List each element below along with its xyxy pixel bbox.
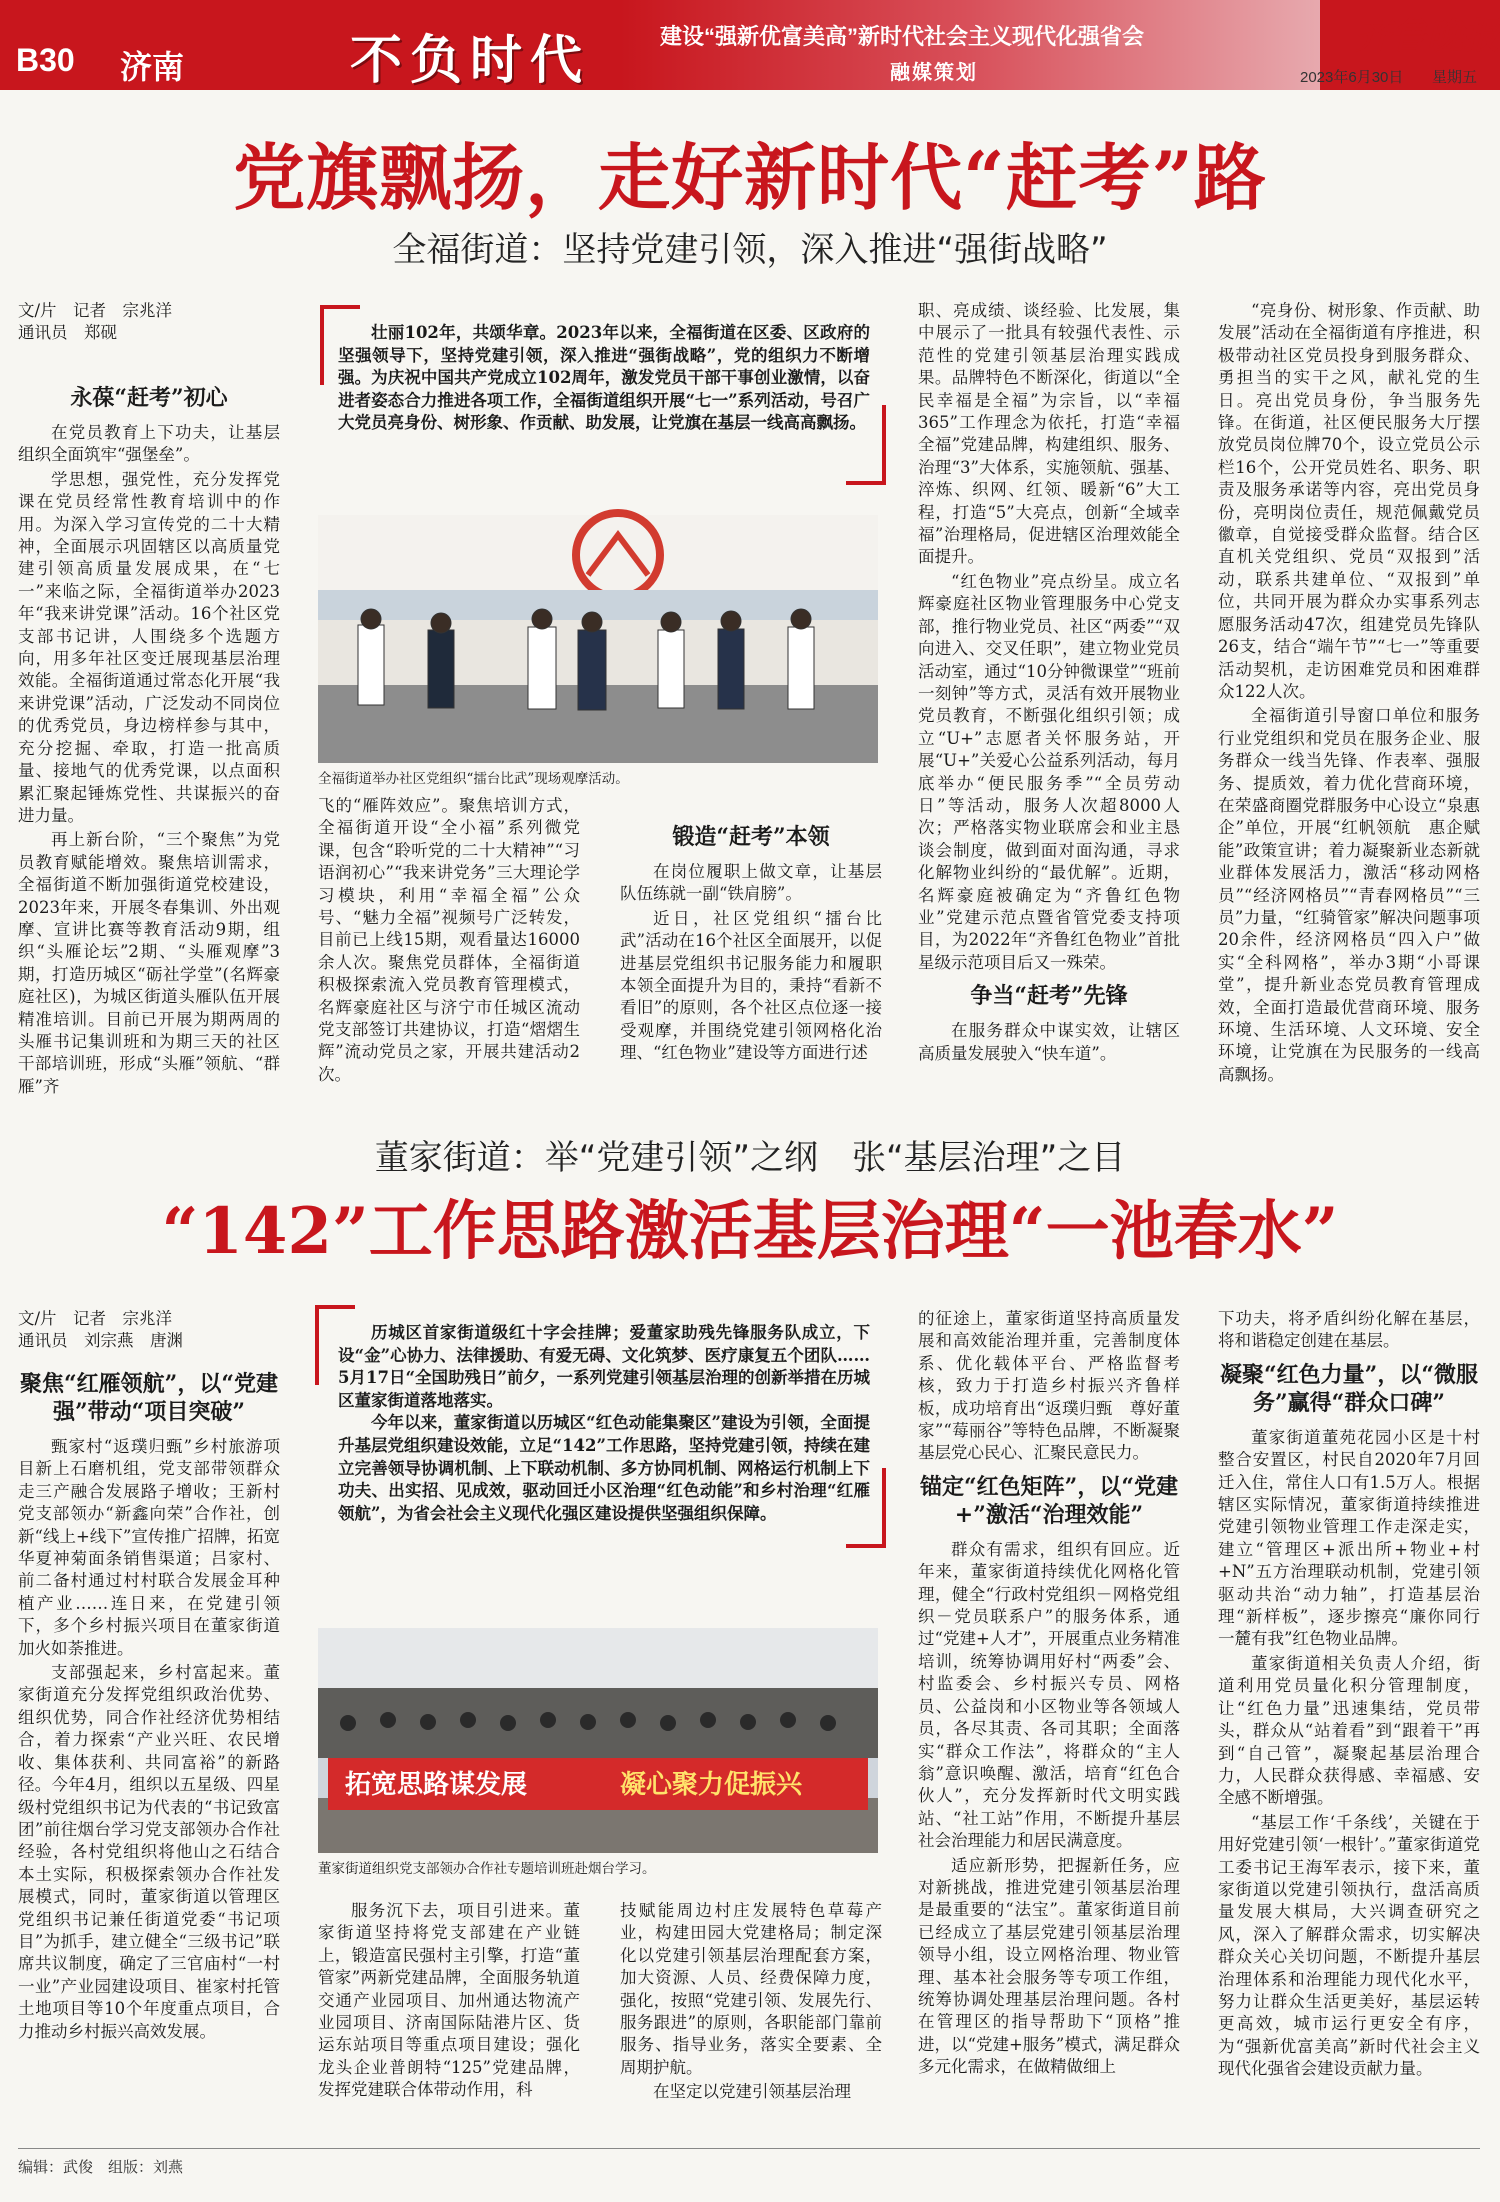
lead-frame-vertical [315, 1305, 319, 1385]
article2-lead [338, 1322, 870, 1525]
paragraph: 在服务群众中谋实效，让辖区高质量发展驶入“快车道”。 [918, 1021, 1180, 1063]
paragraph: 全福街道引导窗口单位和服务行业党组织和党员在服务企业、服务群众一线当先锋、作表率、强服务、提质效，着力优化营商环境，在荣盛商圈党群服务中心设立“泉惠企”单位，开展“红帆领航 惠企赋能”政策宣讲；着力凝聚新业态新就业群体发展活力，激活“移动网格员”“经济网格员”“青春网格员”“三员”力量，“红骑管家”解决问题事项20余件，经济网格员“四入户”做实“全科网格”，举办3期“小哥课堂”，提升新业态党员教育管理成效，全面打造最优营商环境、服务环境、生活环境、人文环境、安全环境，让党旗在为民服务的一线高高飘扬。 [1218, 706, 1480, 1084]
article2-column3 [620, 1900, 882, 2123]
section-name: 济南 [120, 48, 185, 86]
article1-lead [338, 322, 870, 435]
paragraph: 的征途上，董家街道坚持高质量发展和高效能治理并重，完善制度体系、优化载体平台、严格监督考核，致力于打造乡村振兴齐鲁样板，成功培育出“返璞归甄 尊好董家”“莓丽谷”等特色品牌，不断凝聚基层党心民心、汇聚民意民力。 [918, 1309, 1180, 1463]
article2-byline2: 通讯员 刘宗燕 唐渊 [18, 1331, 183, 1350]
photo-banner-text-left: 拓宽思路谋发展 [345, 1770, 528, 1800]
article2-photo-caption: 董家街道组织党支部领办合作社专题培训班赴烟台学习。 [318, 1861, 656, 1877]
article2-column4 [918, 1308, 1180, 2123]
paragraph: 支部强起来，乡村富起来。董家街道充分发挥党组织政治优势、组织优势，同合作社经济优势相结合，着力探索“产业兴旺、农民增收、集体获利、共同富裕”的新路径。今年4月，组织以五星级、四星级村党组织书记为代表的“书记致富团”前往烟台学习党支部领办合作社经验，各村党组织将他山之石结合本土实际，积极探索领办合作社发展模式，同时，董家街道以管理区党组织书记兼任街道党委“书记项目”为抓手，建立健全“三级书记”联席共议制度，确定了三官庙村“一村一业”产业园建设项目、崔家村托管土地项目等10个年度重点项目，合力推动乡村振兴高效发展。 [18, 1663, 280, 2041]
paragraph: 在岗位履职上做文章，让基层队伍练就一副“铁肩膀”。 [620, 862, 882, 904]
article2-photo [318, 1628, 878, 1853]
paragraph: 再上新台阶，“三个聚焦”为党员教育赋能增效。聚焦培训需求，全福街道不断加强街道党校建设，2023年来，开展冬春集训、外出观摩、宣讲比赛等教育活动9期，组织“头雁论坛”2期、“头雁观摩”3期，打造历城区“砺社学堂”(名辉豪庭社区)，为城区街道头雁队伍开展精准培训。目前已开展为期两周的头雁书记集训班和为期三天的社区干部培训班，形成“头雁”领航、“群雁”齐 [18, 830, 280, 1096]
article2-byline1: 文/片 记者 宗兆洋 [18, 1309, 173, 1328]
paragraph: “红色物业”亮点纷呈。成立名辉豪庭社区物业管理服务中心党支部，推行物业党员、社区“两委”“双向进入、交叉任职”，建立物业党员活动室，通过“10分钟微课堂”“班前一刻钟”等方式，灵活有效开展物业党员教育，不断强化组织引领；成立“U+”志愿者关怀服务站，开展“U+”关爱心公益系列活动，每月底举办“便民服务季”“全员劳动日”等活动，服务人次超8000人次；严格落实物业联席会和业主恳谈会制度，做到面对面沟通，寻求化解物业纠纷的“最优解”。近期，名辉豪庭被确定为“齐鲁红色物业”党建示范点暨省管党委支持项目，为2022年“齐鲁红色物业”首批星级示范项目后又一殊荣。 [918, 571, 1180, 972]
header-date: 2023年6月30日 [1300, 69, 1404, 86]
article2-subhead2: 锚定“红色矩阵”，以“党建+”激活“治理效能” [920, 1473, 1178, 1528]
article2-column2 [318, 1900, 580, 2123]
paragraph: 职、亮成绩、谈经验、比发展，集中展示了一批具有较强代表性、示范性的党建引领基层治理实践成果。品牌特色不断深化，街道以“全民幸福是全福”为宗旨，以“幸福365”工作理念为依托，打造“幸福全福”党建品牌，构建组织、服务、治理“3”大体系，实施领航、强基、淬炼、织网、红领、暖新“6”大工程，打造“5”大亮点，创新“全域幸福”治理格局，促进辖区治理效能全面提升。 [918, 301, 1180, 567]
paragraph: 董家街道董苑花园小区是十村整合安置区，村民自2020年7月回迁入住，常住人口有1.5万人。根据辖区实际情况，董家街道持续推进党建引领物业管理工作走深走实，建立“管理区+派出所+物业+村+N”五方治理联动机制，党建引领驱动共治“动力轴”，打造基层治理“新样板”，逐步擦亮“廉你同行 一麓有我”红色物业品牌。 [1218, 1427, 1497, 1649]
footer-rule [18, 2148, 1480, 2149]
header-slogan: 建设“强新优富美高”新时代社会主义现代化强省会 [660, 24, 1145, 49]
paragraph: 在党员教育上下功夫，让基层组织全面筑牢“强堡垒”。 [18, 423, 280, 465]
paragraph: 适应新形势，把握新任务，应对新挑战，推进党建引领基层治理是最重要的“法宝”。董家街道目前已经成立了基层党建引领基层治理领导小组，设立网格治理、物业管理、基本社会服务等专项工作组，统筹协调处理基层治理问题。各村在管理区的指导帮助下“顶格”推进，以“党建+服务”模式，满足群众多元化需求，在做精做细上 [918, 1855, 1180, 2077]
photo-scene [318, 515, 878, 763]
lead-text: 壮丽102年，共颂华章。2023年以来，全福街道在区委、区政府的坚强领导下，坚持党建引领，深入推进“强街战略”，党的组织力不断增强。为庆祝中国共产党成立102周年，激发党员干部干事创业激情，以奋进者姿态合力推进各项工作，全福街道组织开展“七一”系列活动，号召广大党员亮身份、树形象、作贡献、助发展，让党旗在基层一线高高飘扬。 [338, 323, 870, 433]
paragraph: 甄家村“返璞归甄”乡村旅游项目新上石磨机组，党支部带领群众走三产融合发展路子增收；王新村党支部领办“新鑫向荣”合作社，创新“线上+线下”宣传推广招牌，拓宽华夏神菊面条销售渠道；吕家村、前二备村通过村村联合发展金耳种植产业……连日来，在党建引领下，多个乡村振兴项目在董家街道加火如荼推进。 [18, 1437, 280, 1658]
lead-frame-horizontal [315, 1305, 355, 1309]
lead-frame-horizontal [320, 305, 360, 309]
lead-frame-vertical [320, 305, 324, 385]
lead-frame-vertical [882, 405, 886, 485]
article1-byline2: 通讯员 郑砚 [18, 323, 117, 342]
article1-column3 [620, 795, 882, 1095]
paragraph: 董家街道相关负责人介绍，街道利用党员量化积分管理制度，让“红色力量”迅速集结，党员带头，群众从“站着看”到“跟着干”再到“自己管”，凝聚起基层治理合力，人民群众获得感、幸福感、安全感不断增强。 [1218, 1653, 1480, 1808]
photo-banner-text-right: 凝心聚力促振兴 [620, 1770, 803, 1800]
header-weekday: 星期五 [1432, 68, 1478, 86]
lead-text: 今年以来，董家街道以历城区“红色动能集聚区”建设为引领，全面提升基层党组织建设效能，立足“142”工作思路，坚持党建引领，持续在建立完善领导协调机制、上下联动机制、多方协同机制、网格运行机制上下功夫、出实招、见成效，驱动回迁小区治理“红色动能”和乡村治理“红雁领航”，为省会社会主义现代化强区建设提供坚强组织保障。 [338, 1413, 870, 1523]
article1-subhead2: 锻造“赶考”本领 [672, 824, 830, 850]
article2-kicker: 董家街道：举“党建引领”之纲 张“基层治理”之目 [374, 1138, 1126, 1178]
paragraph: 服务沉下去，项目引进来。董家街道坚持将党支部建在产业链上，锻造富民强村主引擎，打造“董管家”两新党建品牌，全面服务轨道交通产业园项目、加州通达物流产业园项目、济南国际陆港片区、货运东站项目等重点项目建设；强化龙头企业普朗特“125”党建品牌，发挥党建联合体带动作用，科 [318, 1901, 580, 2100]
paragraph: “亮身份、树形象、作贡献、助发展”活动在全福街道有序推进，积极带动社区党员投身到服务群众、勇担当的实干之风，献礼党的生日。亮出党员身份，争当服务先锋。在街道，社区便民服务大厅摆放党员岗位牌70个，设立党员公示栏16个，公开党员姓名、职务、职责及服务承诺等内容，亮出党员身份，亮明岗位责任，规范佩戴党员徽章，自觉接受群众监督。结合区直机关党组织、党员“双报到”活动，联系共建单位、“双报到”单位，共同开展为群众办实事系列志愿服务活动47次，组建党员先锋队26支，结合“端午节”“七一”等重要活动契机，走访困难党员和困难群众122人次。 [1218, 301, 1480, 701]
brand-logo: 不负时代 [350, 30, 591, 91]
article1-column5 [1218, 300, 1480, 1095]
article1-title: 党旗飘扬，走好新时代“赶考”路 [233, 135, 1267, 220]
article1-column4 [918, 300, 1180, 1095]
lead-frame-horizontal [846, 1544, 886, 1548]
paragraph: “基层工作‘千条线’，关键在于用好党建引领‘一根针’。”董家街道党工委书记王海军表示，接下来，董家街道以党建引领执行，盘活高质量发展大棋局，大兴调查研究之风，深入了解群众需求，切实解决群众关心关切问题，不断提升基层治理体系和治理能力现代化水平，努力让群众生活更美好，基层运转更高效，城市运行更安全有序，为“强新优富美高”新时代社会主义现代化强省会建设贡献力量。 [1218, 1812, 1480, 2079]
article1-subtitle: 全福街道：坚持党建引领，深入推进“强街战略” [392, 230, 1108, 270]
article2-column5 [1218, 1308, 1497, 2123]
photo-scene [318, 1628, 878, 1853]
paragraph: 在坚定以党建引领基层治理 [653, 2082, 851, 2102]
article2-title: “142”工作思路激活基层治理“一池春水” [161, 1194, 1339, 1269]
article1-photo-caption: 全福街道举办社区党组织“擂台比武”现场观摩活动。 [318, 771, 629, 787]
article2-column1 [18, 1308, 280, 2123]
article1-byline1: 文/片 记者 宗兆洋 [18, 301, 173, 320]
article1-photo [318, 515, 878, 763]
article1-subhead1: 永葆“赶考”初心 [70, 385, 228, 411]
lead-frame-vertical [882, 1468, 886, 1548]
article1-column2 [318, 795, 580, 1095]
lead-frame-horizontal [846, 481, 886, 485]
paragraph: 飞的“雁阵效应”。聚焦培训方式，全福街道开设“全小福”系列微党课，包含“聆听党的二十大精神”“习语润初心”“我来讲党务”三大理论学习模块，利用“幸福全福”公众号、“魅力全福”视频号广泛转发，目前已上线15期，观看量达16000余人次。聚焦党员群体，全福街道积极探索流入党员教育管理模式，名辉豪庭社区与济宁市任城区流动党支部签订共建协议，打造“熠熠生辉”流动党员之家，开展共建活动2次。 [318, 796, 580, 1084]
paragraph: 群众有需求，组织有回应。近年来，董家街道持续优化网格化管理，健全“行政村党组织－网格党组织－党员联系户”的服务体系，通过“党建+人才”，开展重点业务精准培训，统筹协调用好村“两委”会、村监委会、乡村振兴专员、网格员、公益岗和小区物业等各领域人员，各尽其责、各司其职；全面落实“群众工作法”，将群众的“主人翁”意识唤醒、激活，培育“红色合伙人”，充分发挥新时代文明实践站、“社工站”作用，不断提升基层社会治理能力和居民满意度。 [918, 1539, 1180, 1851]
article1-column1 [18, 300, 280, 1096]
paper-logo: 齐鲁晚报 [1355, 15, 1500, 57]
footer-editor: 编辑：武俊 组版：刘燕 [18, 2158, 184, 2176]
paragraph: 技赋能周边村庄发展特色草莓产业，构建田园大党建格局；制定深化以党建引领基层治理配套方案，加大资源、人员、经费保障力度，强化，按照“党建引领、发展先行、服务跟进”的原则，各职能部门靠前服务、指导业务，落实全要素、全周期护航。 [620, 1901, 882, 2077]
paragraph: 学思想，强党性，充分发挥党课在党员经常性教育培训中的作用。为深入学习宣传党的二十大精神，全面展示巩固辖区以高质量党建引领高质量发展成果，在“七一”来临之际，全福街道举办2023年“我来讲党课”活动。16个社区党支部书记讲，人围绕多个选题方向，用多年社区变迁展现基层治理效能。全福街道通过常态化开展“我来讲党课”活动，广泛发动不同岗位的优秀党员，身边榜样参与其中，充分挖掘、牵取，打造一批高质量、接地气的优秀党课，以点面积累汇聚起锤炼党性、共谋振兴的奋进力量。 [18, 469, 280, 825]
page-number: B30 [16, 42, 75, 78]
paragraph: 下功夫，将矛盾纠纷化解在基层，将和谐稳定创建在基层。 [1218, 1309, 1480, 1351]
article2-subhead1: 聚焦“红雁领航”，以“党建强”带动“项目突破” [20, 1371, 278, 1425]
paragraph: 近日，社区党组织“擂台比武”活动在16个社区全面展开，以促进基层党组织书记服务能力和履职本领全面提升为目的，秉持“看新不看旧”的原则，各个社区点位逐一接受观摩，并围绕党建引领网格化治理、“红色物业”建设等方面进行述 [620, 908, 882, 1063]
lead-text: 历城区首家街道级红十字会挂牌；爱董家助残先锋服务队成立，下设“金”心协力、法律援助、有爱无碍、文化筑梦、医疗康复五个团队……5月17日“全国助残日”前夕，一系列党建引领基层治理的创新举措在历城区董家街道落地落实。 [338, 1323, 870, 1410]
article1-subhead3: 争当“赶考”先锋 [970, 983, 1128, 1010]
header-sub: 融媒策划 [890, 60, 978, 84]
article2-subhead3: 凝聚“红色力量”，以“微服务”赢得“群众口碑” [1220, 1361, 1478, 1416]
